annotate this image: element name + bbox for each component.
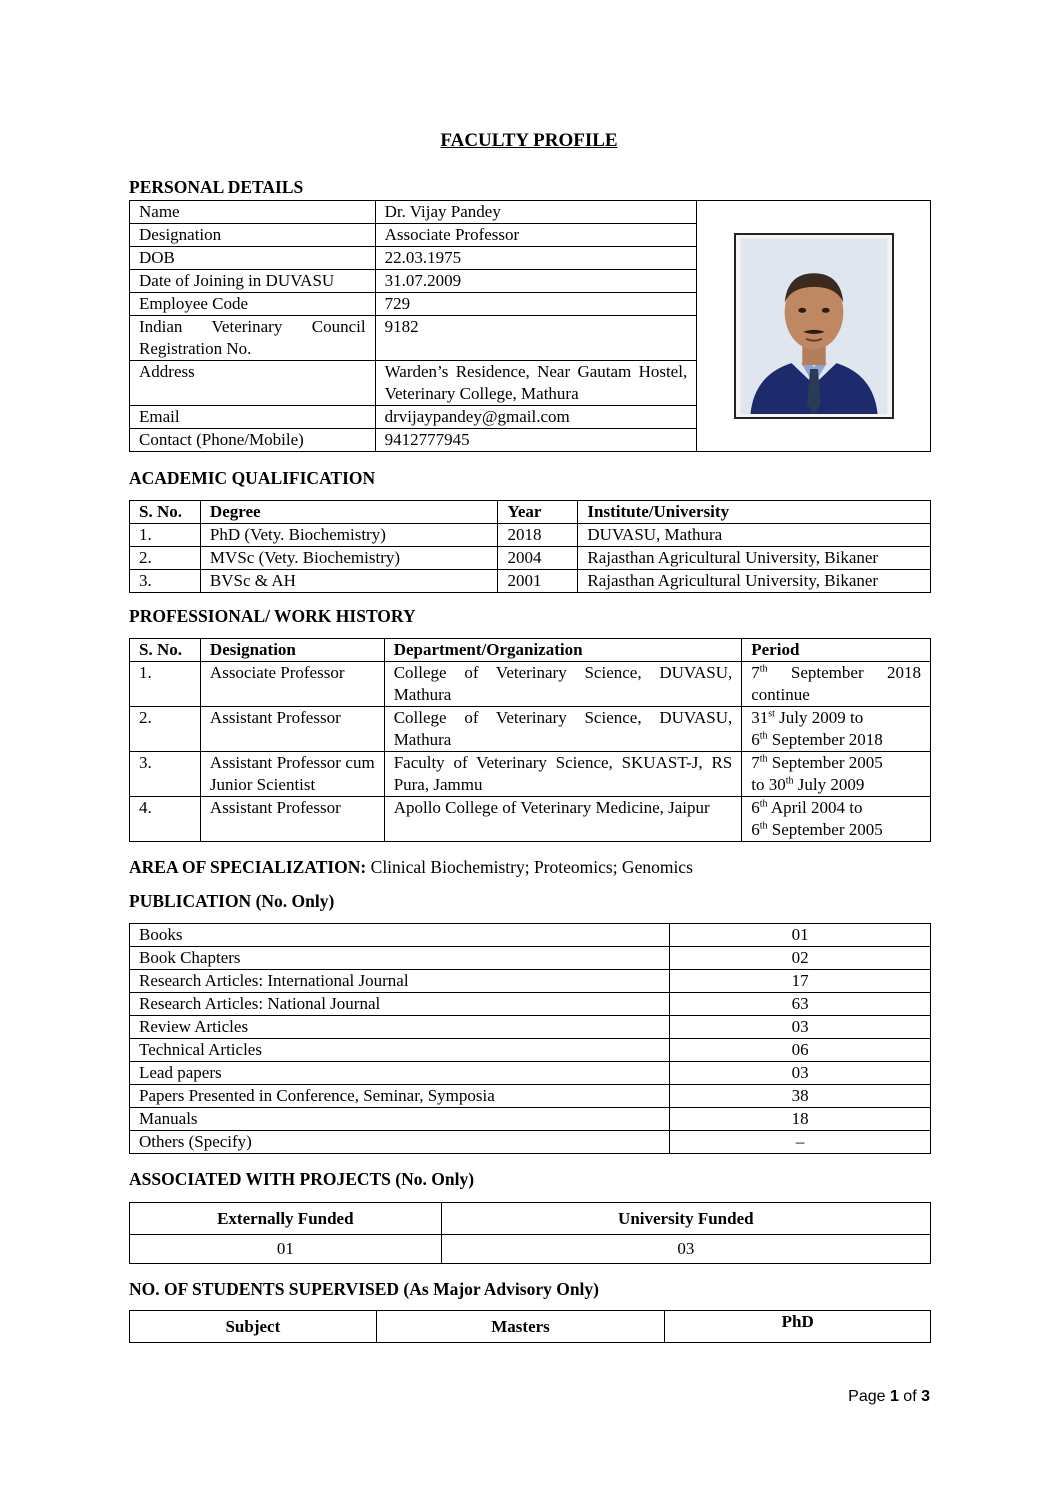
table-row [130, 1039, 931, 1062]
publication-count: 17 [670, 970, 931, 993]
table-row [130, 1016, 931, 1039]
publication-count: – [670, 1131, 931, 1154]
organization: College of Veterinary Science, DUVASU, Mathura [384, 707, 742, 752]
table-header-row [130, 1311, 931, 1343]
university-funded-count: 03 [441, 1235, 930, 1264]
address-label: Address [130, 361, 376, 406]
work-history-heading: PROFESSIONAL/ WORK HISTORY [129, 606, 416, 626]
designation: Assistant Professor [200, 707, 384, 752]
table-row [130, 1108, 931, 1131]
period [742, 662, 931, 707]
period-ordinal: th [785, 775, 794, 787]
period [742, 752, 931, 797]
academic-heading: ACADEMIC QUALIFICATION [129, 468, 376, 488]
column-header: Period [742, 639, 931, 662]
personal-details-heading: PERSONAL DETAILS [129, 177, 304, 197]
column-header: Degree [200, 501, 498, 524]
personal-details-table [129, 200, 931, 452]
column-header: Designation [200, 639, 384, 662]
dob-value: 22.03.1975 [375, 247, 697, 270]
period-text: 31 [751, 708, 769, 727]
column-header: Year [498, 501, 578, 524]
table-row [130, 970, 931, 993]
period-text: 6 [751, 798, 760, 817]
publication-count: 63 [670, 993, 931, 1016]
specialization-line [129, 857, 693, 878]
publication-count: 18 [670, 1108, 931, 1131]
publication-type: Technical Articles [130, 1039, 670, 1062]
degree: BVSc & AH [200, 570, 498, 593]
period-ordinal: th [759, 753, 768, 765]
page-label: Page [848, 1388, 890, 1405]
publication-heading: PUBLICATION (No. Only) [129, 891, 335, 911]
organization: Faculty of Veterinary Science, SKUAST-J, RS Pura, Jammu [384, 752, 742, 797]
publication-type: Research Articles: National Journal [130, 993, 670, 1016]
serial-number: 4. [130, 797, 201, 842]
period-text: September 2018 [767, 730, 883, 749]
academic-table [129, 500, 931, 593]
serial-number: 3. [130, 570, 201, 593]
column-header: Externally Funded [130, 1203, 442, 1235]
designation-label: Designation [130, 224, 376, 247]
institute: Rajasthan Agricultural University, Bikaner [578, 547, 931, 570]
page-number [848, 1388, 930, 1406]
work-history-table [129, 638, 931, 842]
period-text: 7 [751, 663, 760, 682]
publication-type: Research Articles: International Journal [130, 970, 670, 993]
publication-type: Book Chapters [130, 947, 670, 970]
contact-value: 9412777945 [375, 429, 697, 452]
address-value: Warden’s Residence, Near Gautam Hostel, Veterinary College, Mathura [375, 361, 697, 406]
projects-heading: ASSOCIATED WITH PROJECTS (No. Only) [129, 1169, 475, 1189]
period [742, 707, 931, 752]
publication-type: Others (Specify) [130, 1131, 670, 1154]
email-value: drvijaypandey@gmail.com [375, 406, 697, 429]
period-text: July 2009 [793, 775, 865, 794]
employee-code-value: 729 [375, 293, 697, 316]
year: 2001 [498, 570, 578, 593]
specialization-value: Clinical Biochemistry; Proteomics; Genomics [366, 857, 693, 877]
designation: Assistant Professor cum Junior Scientist [200, 752, 384, 797]
table-row [130, 1131, 931, 1154]
year: 2004 [498, 547, 578, 570]
dob-label: DOB [130, 247, 376, 270]
name-value: Dr. Vijay Pandey [375, 201, 697, 224]
registration-value: 9182 [375, 316, 697, 361]
degree: PhD (Vety. Biochemistry) [200, 524, 498, 547]
year: 2018 [498, 524, 578, 547]
table-header-row [130, 639, 931, 662]
period-text: 6 [751, 820, 760, 839]
page-title: FACULTY PROFILE [440, 130, 618, 151]
table-row [130, 1235, 931, 1264]
publication-type: Books [130, 924, 670, 947]
name-label: Name [130, 201, 376, 224]
externally-funded-count: 01 [130, 1235, 442, 1264]
period-text: continue [751, 685, 810, 704]
designation: Assistant Professor [200, 797, 384, 842]
table-row [130, 924, 931, 947]
institute: Rajasthan Agricultural University, Bikaner [578, 570, 931, 593]
table-row [130, 993, 931, 1016]
table-row [130, 797, 931, 842]
serial-number: 1. [130, 662, 201, 707]
period-text: to 30 [751, 775, 786, 794]
publication-type: Lead papers [130, 1062, 670, 1085]
column-header: Institute/University [578, 501, 931, 524]
institute: DUVASU, Mathura [578, 524, 931, 547]
table-row [130, 547, 931, 570]
period [742, 797, 931, 842]
publication-count: 01 [670, 924, 931, 947]
table-row [130, 570, 931, 593]
specialization-heading: AREA OF SPECIALIZATION: [129, 857, 367, 877]
publication-type: Manuals [130, 1108, 670, 1131]
designation: Associate Professor [200, 662, 384, 707]
table-row [130, 1085, 931, 1108]
period-text: April 2004 to [767, 798, 863, 817]
serial-number: 2. [130, 707, 201, 752]
table-row [130, 524, 931, 547]
table-row [130, 947, 931, 970]
period-text: July 2009 to [774, 708, 864, 727]
column-header: Masters [376, 1311, 665, 1343]
portrait-image [739, 238, 889, 414]
joining-date-value: 31.07.2009 [375, 270, 697, 293]
joining-date-label: Date of Joining in DUVASU [130, 270, 376, 293]
photo-cell [697, 201, 931, 452]
serial-number: 3. [130, 752, 201, 797]
period-ordinal: th [759, 820, 768, 832]
table-row [130, 201, 931, 224]
column-header: University Funded [441, 1203, 930, 1235]
current-page: 1 [889, 1388, 899, 1405]
email-label: Email [130, 406, 376, 429]
profile-photo [734, 233, 894, 419]
publication-count: 38 [670, 1085, 931, 1108]
period-ordinal: th [759, 730, 768, 742]
degree: MVSc (Vety. Biochemistry) [200, 547, 498, 570]
column-header: Department/Organization [384, 639, 742, 662]
designation-value: Associate Professor [375, 224, 697, 247]
period-ordinal: th [759, 798, 768, 810]
students-table [129, 1310, 931, 1343]
publication-type: Papers Presented in Conference, Seminar, Symposia [130, 1085, 670, 1108]
table-row [130, 662, 931, 707]
period-ordinal: th [759, 663, 768, 675]
students-heading: NO. OF STUDENTS SUPERVISED (As Major Advisory Only) [129, 1279, 599, 1299]
table-row [130, 1062, 931, 1085]
period-text: September 2005 [767, 753, 883, 772]
publication-type: Review Articles [130, 1016, 670, 1039]
contact-label: Contact (Phone/Mobile) [130, 429, 376, 452]
employee-code-label: Employee Code [130, 293, 376, 316]
organization: College of Veterinary Science, DUVASU, Mathura [384, 662, 742, 707]
period-text: 6 [751, 730, 760, 749]
period-text: September 2018 [767, 663, 921, 682]
publication-count: 03 [670, 1062, 931, 1085]
serial-number: 1. [130, 524, 201, 547]
publication-count: 06 [670, 1039, 931, 1062]
organization: Apollo College of Veterinary Medicine, Jaipur [384, 797, 742, 842]
column-header: S. No. [130, 639, 201, 662]
total-pages: 3 [921, 1388, 930, 1405]
period-text: 7 [751, 753, 760, 772]
publication-count: 02 [670, 947, 931, 970]
table-header-row [130, 1203, 931, 1235]
publication-table [129, 923, 931, 1154]
serial-number: 2. [130, 547, 201, 570]
column-header: S. No. [130, 501, 201, 524]
table-header-row [130, 501, 931, 524]
projects-table [129, 1202, 931, 1264]
column-header: Subject [130, 1311, 377, 1343]
table-row [130, 752, 931, 797]
registration-label: Indian Veterinary Council Registration No. [130, 316, 376, 361]
column-header: PhD [665, 1311, 931, 1343]
period-ordinal: st [768, 708, 775, 720]
table-row [130, 707, 931, 752]
page-of-label: of [898, 1388, 922, 1405]
publication-count: 03 [670, 1016, 931, 1039]
period-text: September 2005 [767, 820, 883, 839]
